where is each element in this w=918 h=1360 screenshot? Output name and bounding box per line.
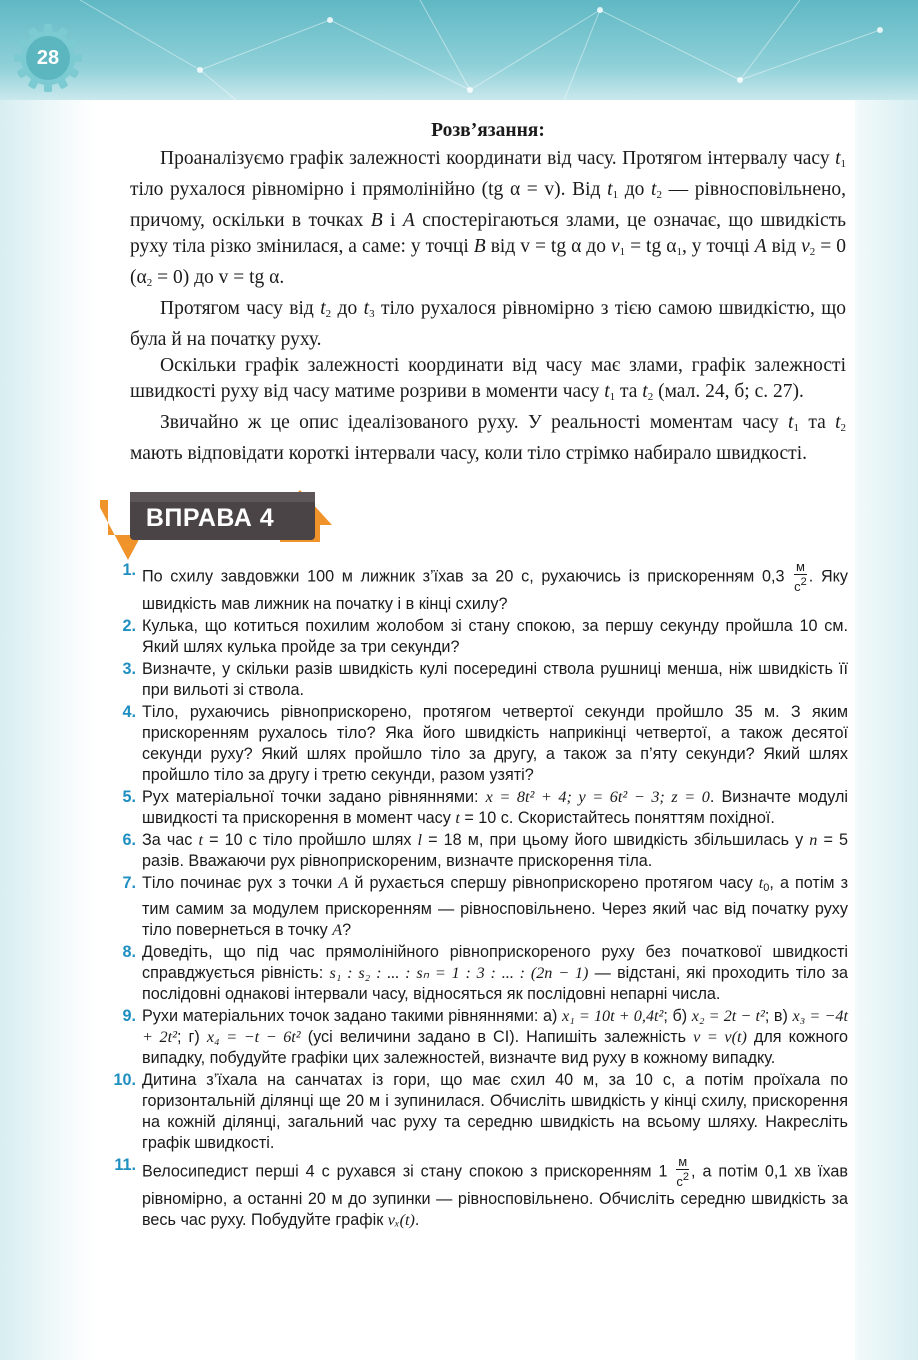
exercise-text: Дитина з’їхала на санчатах із гори, що має схил 40 м, за 10 с, а потім проїхала по горизонтальній ділянці ще 20 м і зупинилася. Обчисліть швидкість у кінці схилу, прискорення на кожній ділянці, загальний час руху та середню швидкість на всьому шляху. Накресліть графік швидкості. bbox=[142, 1071, 848, 1152]
unit-fraction: $\frac{м}{с^2}$ bbox=[676, 1154, 690, 1189]
exercise-item bbox=[100, 616, 848, 658]
exercise-number: 2. bbox=[122, 617, 136, 635]
exercise-number: 4. bbox=[122, 703, 136, 721]
exercise-item bbox=[100, 702, 848, 786]
exercise-number: 8. bbox=[122, 943, 136, 961]
page-number: 28 bbox=[36, 47, 60, 69]
exercise-text: Рухи матеріальних точок задано такими рівняннями: а) x₁ = 10t + 0,4t²; б) x₂ = 2t − t²; в) x₃ = −4t + 2t²; г) x₄ = −t − 6t² (усі величини задано в СІ). Напишіть залежність v = v(t) для кожного випадку, побудуйте графіки цих залежностей, визначте вид руху в кожному випадку. bbox=[142, 1007, 848, 1067]
exercise-list bbox=[100, 560, 848, 1232]
exercise-text: Тіло починає рух з точки A й рухається спершу рівноприскорено протягом часу $t_0$, а потім з тим самим за модулем прискоренням — рівносповільнено. Через який час від початку руху тіло повернеться в точку A? bbox=[142, 874, 849, 939]
page-number-badge bbox=[12, 22, 84, 94]
exercise-number: 10. bbox=[113, 1071, 136, 1089]
exercise-item bbox=[100, 787, 848, 829]
unit-fraction: $\frac{м}{с^2}$ bbox=[794, 559, 807, 594]
exercise-number: 6. bbox=[122, 831, 136, 849]
exercise-item bbox=[100, 659, 848, 701]
solution-paragraph: Протягом часу від $t_2$ до $t_3$ тіло рухалося рівномірно з тією самою швидкістю, що була й на початку руху. bbox=[130, 298, 847, 350]
exercise-number: 11. bbox=[114, 1156, 136, 1174]
exercise-number: 5. bbox=[122, 788, 136, 806]
solution-paragraph: Оскільки графік залежності координати від часу має злами, графік залежності швидкості руху від часу матиме розриви в моменти часу $t_1$ та $t_2$ (мал. 24, б; с. 27). bbox=[130, 355, 846, 403]
left-margin-decoration bbox=[0, 100, 95, 1360]
exercise-text: За час t = 10 с тіло пройшло шлях l = 18 м, при цьому його швидкість збільшилась у n = 5 разів. Вважаючи рух рівноприскореним, визначте прискорення тіла. bbox=[142, 831, 849, 870]
exercise-text: Велосипедист перші 4 с рухався зі стану спокою з прискоренням 1 $\frac{м}{с^2}$ , а потім 0,1 хв їхав рівномірно, а останні 20 м до зупинки — рівносповільнено. Обчисліть середню швидкість за весь час руху. Побудуйте графік vₓ(t). bbox=[142, 1154, 849, 1229]
solution-paragraph: Звичайно ж це опис ідеалізованого руху. У реальності моментам часу $t_1$ та $t_2$ мають відповідати короткі інтервали часу, коли тіло стрімко набирало швидкості. bbox=[130, 412, 847, 464]
exercise-item bbox=[100, 873, 848, 941]
exercise-number: 9. bbox=[122, 1007, 136, 1025]
exercise-number: 7. bbox=[122, 874, 136, 892]
exercise-item bbox=[100, 1155, 848, 1231]
exercise-number: 3. bbox=[122, 660, 136, 678]
exercise-text: Тіло, рухаючись рівноприскорено, протягом четвертої секунди пройшло 35 м. З яким прискоренням рухалось тіло? Яка його швидкість наприкінці четвертої, а також десятої секунди руху? Який шлях пройшло тіло за другу, а також за п’яту секунди? Який шлях пройшло тіло за другу і третю секунди, разом узяті? bbox=[142, 703, 848, 784]
exercise-banner bbox=[100, 470, 340, 570]
exercise-text: Рух матеріальної точки задано рівняннями: x = 8t² + 4; y = 6t² − 3; z = 0. Визначте модулі швидкості та прискорення в момент часу t = 10 с. Скористайтесь поняттям похідної. bbox=[142, 788, 848, 827]
exercise-item bbox=[100, 830, 848, 872]
exercise-text: Доведіть, що під час прямолінійного рівноприскореного руху без початкової швидкості справджується рівність: s₁ : s₂ : ... : sₙ = 1 : 3 : ... : (2n − 1) — відстані, які проходить тіло за послідовні однакові інтервали часу, відносяться як послідовні непарні числа. bbox=[142, 943, 849, 1003]
exercise-text: По схилу завдовжки 100 м лижник з’їхав за 20 с, рухаючись із прискоренням 0,3 $\frac{м}{с^2}$ . Яку швидкість мав лижник на початку і в кінці схилу? bbox=[142, 559, 848, 613]
exercise-item bbox=[100, 942, 848, 1005]
exercise-number: 1. bbox=[122, 561, 136, 579]
solution-heading: Розв’язання: bbox=[431, 120, 545, 141]
solution-section bbox=[130, 118, 846, 467]
exercise-text: Визначте, у скільки разів швидкість кулі посередині ствола рушниці менша, ніж швидкість її при вильоті зі ствола. bbox=[142, 660, 848, 699]
solution-paragraph: Проаналізуємо графік залежності координати від часу. Протягом інтервалу часу $t_1$ тіло рухалося рівномірно і прямолінійно (tg α = v). Від $t_1$ до $t_2$ — рівносповільнено, причому, оскільки в точках B і A спостерігаються злами, це означає, що швидкість руху тіла різко змінилася, а саме: у точці B від v = tg α до $v_1$ = tg $\alpha_1$, у точці A від $v_2 = 0$ $(\alpha_2 = 0)$ до v = tg α. bbox=[130, 148, 847, 289]
exercise-item bbox=[100, 560, 848, 615]
exercise-text: Кулька, що котиться похилим жолобом зі стану спокою, за першу секунду пройшла 10 см. Який шлях кулька пройде за три секунди? bbox=[142, 617, 848, 656]
exercise-item bbox=[100, 1070, 848, 1154]
exercise-banner-title: ВПРАВА 4 bbox=[145, 504, 275, 532]
exercise-item bbox=[100, 1006, 848, 1069]
